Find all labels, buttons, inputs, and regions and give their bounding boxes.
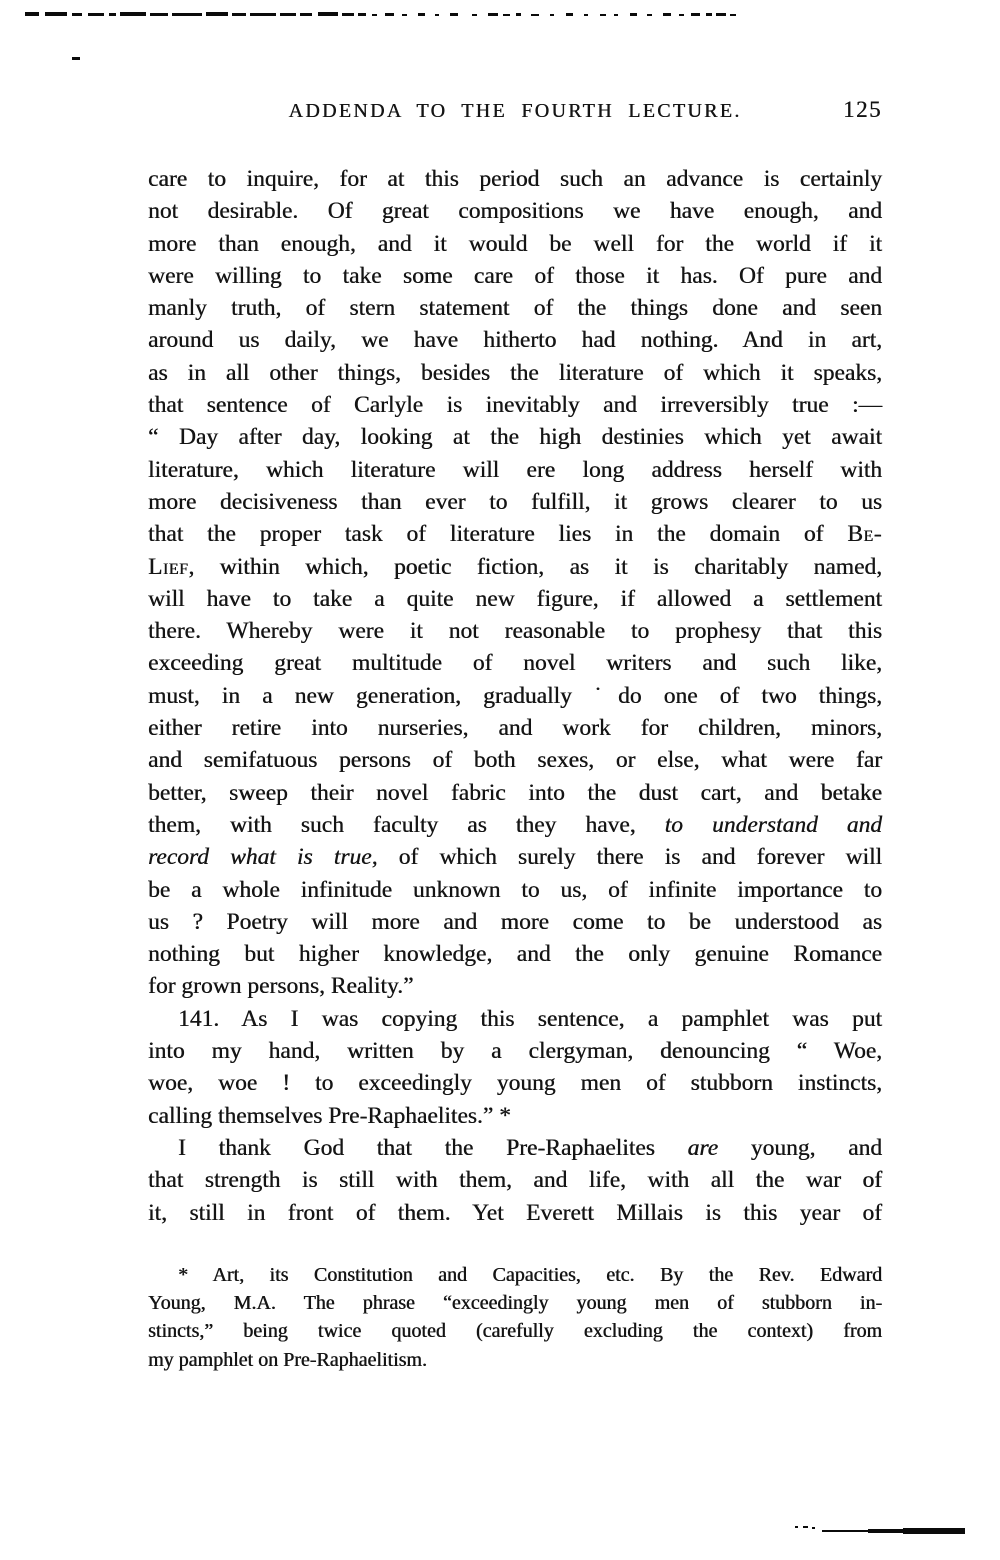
text-segment: record what is true, <box>148 844 378 871</box>
text-segment: around us daily, we have hitherto had nothing. And in art, <box>148 327 882 354</box>
footnote-line <box>148 1261 882 1289</box>
text-segment: more decisiveness than ever to fulfill, it grows clearer to us <box>148 488 882 515</box>
text-segment: manly truth, of stern statement of the things done and seen <box>148 295 882 322</box>
running-title: ADDENDA TO THE FOURTH LECTURE. <box>288 100 742 122</box>
text-segment: were willing to take some care of those it has. Of pure and <box>148 262 882 289</box>
text-segment: better, sweep their novel fabric into the dust cart, and betake <box>148 779 882 806</box>
text-segment: literature, which literature will ere long address herself with <box>148 456 882 483</box>
body-text-line <box>148 1067 882 1099</box>
body-text-line <box>148 809 882 841</box>
footnote-line <box>148 1346 882 1374</box>
text-segment: there. Whereby were it not reasonable to prophesy that this <box>148 618 882 645</box>
body-text-line <box>148 324 882 356</box>
text-segment: * Art, its Constitution and Capacities, etc. By the Rev. Edward <box>178 1264 882 1286</box>
text-segment: to understand and <box>664 811 883 838</box>
body-text-line <box>148 357 882 389</box>
body-text-line <box>148 583 882 615</box>
body-text-line <box>148 454 882 486</box>
text-segment: will have to take a quite new figure, if allowed a settlement <box>148 585 882 612</box>
body-text-line <box>148 938 882 970</box>
footnote-line <box>148 1317 882 1345</box>
body-text-line <box>148 1035 882 1067</box>
body-text-line <box>148 744 882 776</box>
body-text-line <box>148 615 882 647</box>
page-header <box>148 97 882 134</box>
body-text-line <box>148 292 882 324</box>
body-text-line <box>148 777 882 809</box>
body-text-line <box>148 906 882 938</box>
text-segment: calling themselves Pre-Raphaelites.” * <box>148 1102 511 1129</box>
text-segment: them, with such faculty as they have, <box>148 811 665 838</box>
body-text-line <box>148 647 882 679</box>
body-text-line <box>148 163 882 195</box>
text-segment: more than enough, and it would be well for the world if it <box>148 230 882 257</box>
text-segment: stincts,” being twice quoted (carefully excluding the context) from <box>148 1320 882 1343</box>
body-text-line <box>148 1100 882 1132</box>
text-segment: either retire into nurseries, and work for children, minors, <box>148 715 882 742</box>
body-text-line <box>148 1003 882 1035</box>
body-text-line <box>148 518 882 550</box>
text-segment: care to inquire, for at this period such an advance is certainly <box>148 166 882 192</box>
text-segment: nothing but higher knowledge, and the only genuine Romance <box>148 941 882 968</box>
page-number: 125 <box>843 97 882 122</box>
body-text-line <box>148 551 882 583</box>
body-text-line <box>148 680 882 712</box>
text-segment: “ Day after day, looking at the high destinies which yet await <box>148 424 882 451</box>
text-segment: are <box>687 1134 719 1161</box>
body-text-line <box>148 1197 882 1229</box>
body-text-line <box>148 970 882 1002</box>
text-segment: it, still in front of them. Yet Everett Millais is this year of <box>148 1199 882 1226</box>
text-segment: , within which, poetic fiction, as it is charitably named, <box>188 553 882 580</box>
scan-artifact-speck <box>72 57 80 60</box>
text-segment: as in all other things, besides the literature of which it speaks, <box>148 359 882 386</box>
body-text-line <box>148 421 882 453</box>
body-text-line <box>148 228 882 260</box>
body-text-line <box>148 874 882 906</box>
body-text-line <box>148 260 882 292</box>
text-segment: Young, M.A. The phrase “exceedingly young men of stubborn in- <box>148 1292 882 1315</box>
body-text <box>148 163 882 1229</box>
text-segment: exceeding great multitude of novel writers and such like, <box>148 650 882 677</box>
body-text-line <box>148 841 882 873</box>
text-segment: that the proper task of literature lies in the domain of <box>148 521 848 548</box>
body-text-line <box>148 195 882 227</box>
text-segment: be a whole infinitude unknown to us, of infinite importance to <box>148 876 882 903</box>
text-segment: not desirable. Of great compositions we have enough, and <box>148 198 882 225</box>
text-segment: 141. As I was copying this sentence, a pamphlet was put <box>178 1005 882 1032</box>
text-segment: and semifatuous persons of both sexes, or else, what were far <box>148 747 882 774</box>
body-text-line <box>148 389 882 421</box>
body-text-line <box>148 1164 882 1196</box>
text-segment: I thank God that the Pre-Raphaelites <box>178 1134 688 1161</box>
text-segment: of which surely there is and forever will <box>377 844 883 871</box>
text-segment: for grown persons, Reality.” <box>148 973 414 1000</box>
text-segment: young, and <box>718 1134 883 1161</box>
text-segment: us ? Poetry will more and more come to be understood as <box>148 908 882 935</box>
text-segment: that strength is still with them, and life, with all the war of <box>148 1167 882 1194</box>
text-segment: Be- <box>847 521 882 548</box>
text-segment: my pamphlet on Pre-Raphaelitism. <box>148 1348 427 1371</box>
body-text-line <box>148 1132 882 1164</box>
body-text-line <box>148 486 882 518</box>
body-text-line <box>148 712 882 744</box>
text-segment: into my hand, written by a clergyman, denouncing “ Woe, <box>148 1038 882 1065</box>
text-segment: must, in a new generation, gradually ˙do one of two things, <box>148 682 882 709</box>
text-segment: Lief <box>148 553 189 580</box>
text-segment: that sentence of Carlyle is inevitably and irreversibly true :— <box>148 392 882 419</box>
footnote-line <box>148 1289 882 1317</box>
text-segment: woe, woe ! to exceedingly young men of stubborn instincts, <box>148 1070 882 1097</box>
footnote <box>148 1261 882 1374</box>
